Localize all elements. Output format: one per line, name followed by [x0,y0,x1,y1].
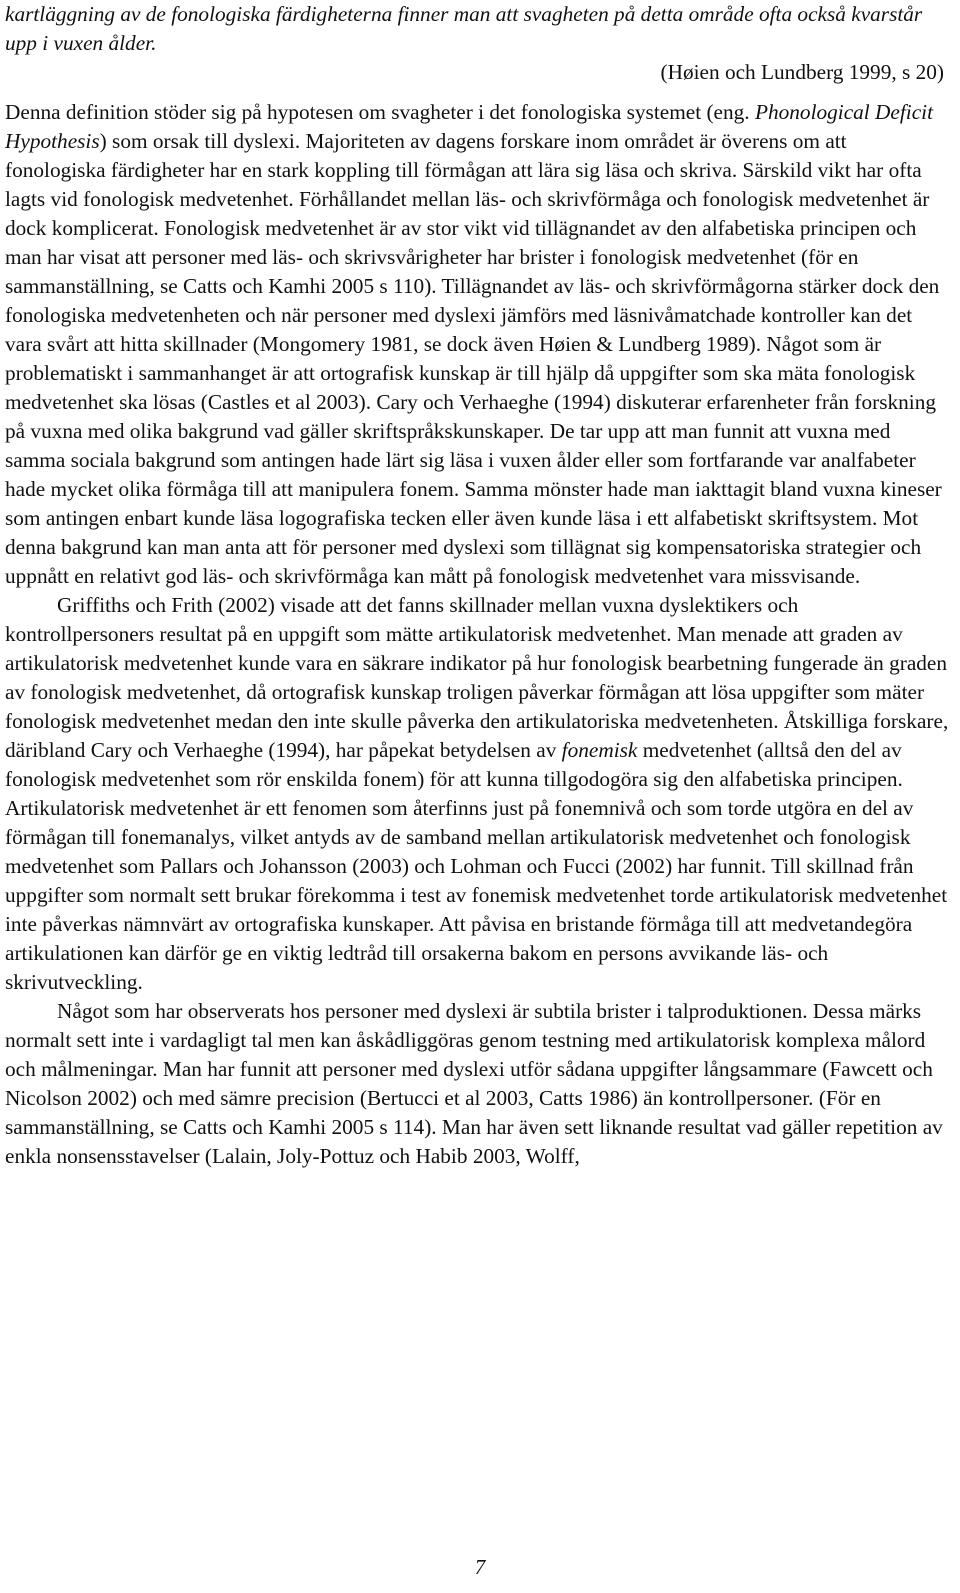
paragraph-2-part2: medvetenhet (alltså den del av fonologisk medvetenhet som rör enskilda fonem) för att kunna tillgodogöra sig den alfabetiska principen. Artikulatorisk medvetenhet är ett fenomen som återfinns just på fonemnivå och som torde utgöra en del av förmågan till fonemanalys, vilket antyds av de samband mellan artikulatorisk medvetenhet och fonologisk medvetenhet som Pallars och Johansson (2003) och Lohman och Fucci (2002) har funnit. Till skillnad från uppgifter som normalt sett brukar förekomma i test av fonemisk medvetenhet torde artikulatorisk medvetenhet inte påverkas nämnvärt av ortografiska kunskaper. Att påvisa en bristande förmåga till att medvetandegöra artikulationen kan därför ge en viktig ledtråd till orsakerna bakom en persons avvikande läs- och skrivutveckling. [5,738,948,994]
paragraph-2 [5,591,950,997]
document-page [5,0,950,1171]
paragraph-1-part1: Denna definition stöder sig på hypotesen om svagheter i det fonologiska systemet (eng. [5,100,755,124]
quote-reference: (Høien och Lundberg 1999, s 20) [660,60,944,84]
paragraph-1 [5,98,950,591]
paragraph-3-text: Något som har observerats hos personer med dyslexi är subtila brister i talproduktionen. Dessa märks normalt sett inte i vardagligt tal men kan åskådliggöras genom testning med artikulatorisk komplexa målord och målmeningar. Man har funnit att personer med dyslexi utför sådana uppgifter långsammare (Fawcett och Nicolson 2002) och med sämre precision (Bertucci et al 2003, Catts 1986) än kontrollpersoner. (För en sammanställning, se Catts och Kamhi 2005 s 114). Man har även sett liknande resultat vad gäller repetition av enkla nonsensstavelser (Lalain, Joly-Pottuz och Habib 2003, Wolff, [5,999,943,1168]
block-quote [5,0,950,87]
paragraph-1-italic-term: Phonological Deficit Hypothesis [5,100,933,153]
page-number: 7 [474,1555,486,1579]
paragraph-2-text [5,591,950,997]
paragraph-1-part2: ) som orsak till dyslexi. Majoriteten av dagens forskare inom området är överens om att fonologiska färdigheter har en stark koppling till förmågan att lära sig läsa och skriva. Särskild vikt har ofta lagts vid fonologisk medvetenhet. Förhållandet mellan läs- och skrivförmåga och fonologisk medvetenhet är dock komplicerat. Fonologisk medvetenhet är av stor vikt vid tillägnandet av den alfabetiska principen och man har visat att personer med läs- och skrivsvårigheter har brister i fonologisk medvetenhet (för en sammanställning, se Catts och Kamhi 2005 s 110). Tillägnandet av läs- och skrivförmågorna stärker dock den fonologiska medvetenheten och när personer med dyslexi jämförs med läsnivåmatchade kontroller kan det vara svårt att hitta skillnader (Mongomery 1981, se dock även Høien & Lundberg 1989). Något som är problematiskt i sammanhanget är att ortografisk kunskap är till hjälp då uppgifter som ska mäta fonologisk medvetenhet ska lösas (Castles et al 2003). Cary och Verhaeghe (1994) diskuterar erfarenheter från forskning på vuxna med olika bakgrund vad gäller skriftspråkskunskaper. De tar upp att man funnit att vuxna med samma sociala bakgrund som antingen hade lärt sig läsa i vuxen ålder eller som fortfarande var analfabeter hade mycket olika förmåga till att manipulera fonem. Samma mönster hade man iakttagit bland vuxna kineser som antingen enbart kunde läsa logografiska tecken eller även kunde läsa i ett alfabetiskt skriftsystem. Mot denna bakgrund kan man anta att för personer med dyslexi som tillägnat sig kompensatoriska strategier och uppnått en relativt god läs- och skrivförmåga kan mått på fonologisk medvetenhet vara missvisande. [5,129,942,588]
paragraph-1-text [5,98,950,591]
paragraph-2-part1: Griffiths och Frith (2002) visade att det fanns skillnader mellan vuxna dyslektikers och kontrollpersoners resultat på en uppgift som mätte artikulatorisk medvetenhet. Man menade att graden av artikulatorisk medvetenhet kunde vara en säkrare indikator på hur fonologisk bearbetning fungerade än graden av fonologisk medvetenhet, då ortografisk kunskap troligen påverkar förmågan att lösa uppgifter som mäter fonologisk medvetenhet medan den inte skulle påverka den artikulatoriska medvetenheten. Åtskilliga forskare, däribland Cary och Verhaeghe (1994), har påpekat betydelsen av [5,593,949,762]
quote-continuation: kartläggning av de fonologiska färdigheterna finner man att svagheten på detta område ofta också kvarstår upp i vuxen ålder. [5,2,923,55]
paragraph-3 [5,997,950,1171]
paragraph-2-italic-term: fonemisk [561,738,638,762]
